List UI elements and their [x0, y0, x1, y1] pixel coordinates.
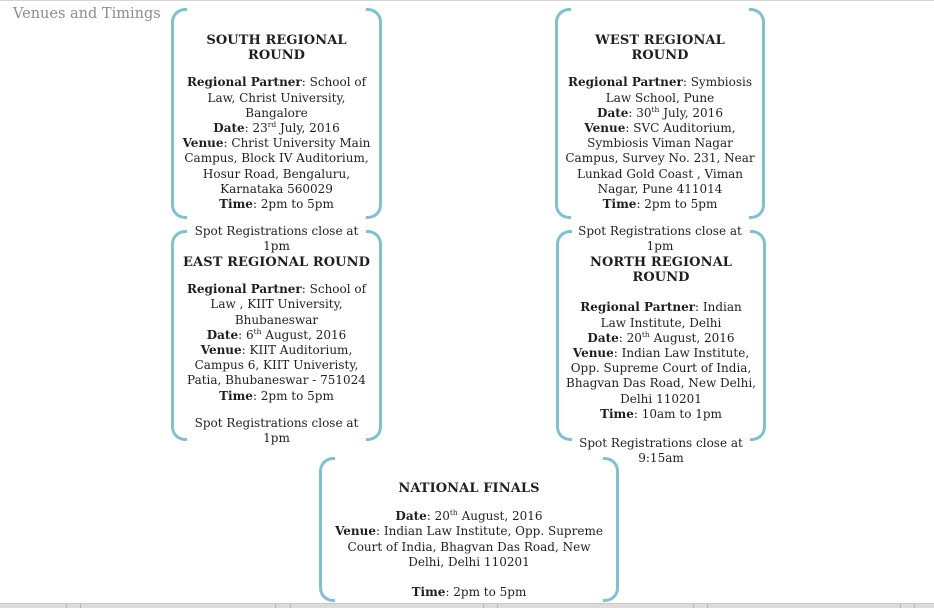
- event-date: Date: 20th August, 2016: [395, 508, 543, 524]
- spot-registration-note: Spot Registrations close at 9:15am: [579, 436, 743, 466]
- card-national-finals: [319, 457, 619, 602]
- card-title: SOUTH REGIONAL ROUND: [206, 33, 347, 64]
- event-date: Date: 6th August, 2016: [206, 326, 347, 342]
- venue: Venue: KIIT Auditorium, Campus 6, KIIT Univeristy, Patia, Bhubaneswar - 751024: [187, 343, 366, 388]
- section-title: Venues and Timings: [13, 6, 161, 22]
- spot-registration-note: Spot Registrations close at 1pm: [194, 415, 359, 446]
- regional-partner: Regional Partner: School of Law, Christ University, Bangalore: [186, 75, 367, 120]
- event-time: Time: 2pm to 5pm: [219, 388, 334, 403]
- card-north-regional: [556, 230, 766, 466]
- card-south-regional: [171, 8, 382, 254]
- card-west-regional: [555, 8, 765, 254]
- venue: Venue: Christ University Main Campus, Block IV Auditorium, Hosur Road, Bengaluru, Karnataka 560029: [182, 136, 371, 196]
- regional-partner: Regional Partner: Indian Law Institute, Delhi: [580, 300, 742, 330]
- event-time: Time: 2pm to 5pm: [411, 585, 527, 600]
- top-divider: [0, 0, 934, 1]
- event-time: Time: 2pm to 5pm: [219, 197, 334, 212]
- card-title: WEST REGIONAL ROUND: [595, 33, 725, 64]
- card-title: EAST REGIONAL ROUND: [183, 255, 370, 270]
- regional-partner: Regional Partner: Symbiosis Law School, Pune: [568, 75, 752, 105]
- spot-registration-note: Spot Registrations close at 1pm: [578, 224, 742, 254]
- regional-partner: Regional Partner: School of Law , KIIT University, Bhubaneswar: [186, 282, 367, 327]
- event-date: Date: 20th August, 2016: [587, 329, 735, 345]
- card-title: NATIONAL FINALS: [398, 481, 540, 496]
- card-east-regional: [171, 230, 382, 446]
- event-date: Date: 30th July, 2016: [597, 104, 723, 120]
- venue: Venue: Indian Law Institute, Opp. Supreme Court of India, Bhagvan Das Road, New Delhi, Delhi 110201: [566, 346, 756, 406]
- event-time: Time: 10am to 1pm: [600, 406, 722, 421]
- venue: Venue: SVC Auditorium, Symbiosis Viman Nagar Campus, Survey No. 231, Near Lunkad Gold Coast , Viman Nagar, Pune 411014: [565, 121, 755, 196]
- event-time: Time: 2pm to 5pm: [602, 197, 718, 212]
- card-title: NORTH REGIONAL ROUND: [590, 255, 732, 286]
- spot-registration-note: Spot Registrations close at 1pm: [194, 224, 359, 254]
- event-date: Date: 23rd July, 2016: [213, 120, 340, 136]
- bottom-scroll-strip: [0, 603, 934, 608]
- venue: Venue: Indian Law Institute, Opp. Supreme Court of India, Bhagvan Das Road, New Delhi, Delhi 110201: [335, 524, 603, 569]
